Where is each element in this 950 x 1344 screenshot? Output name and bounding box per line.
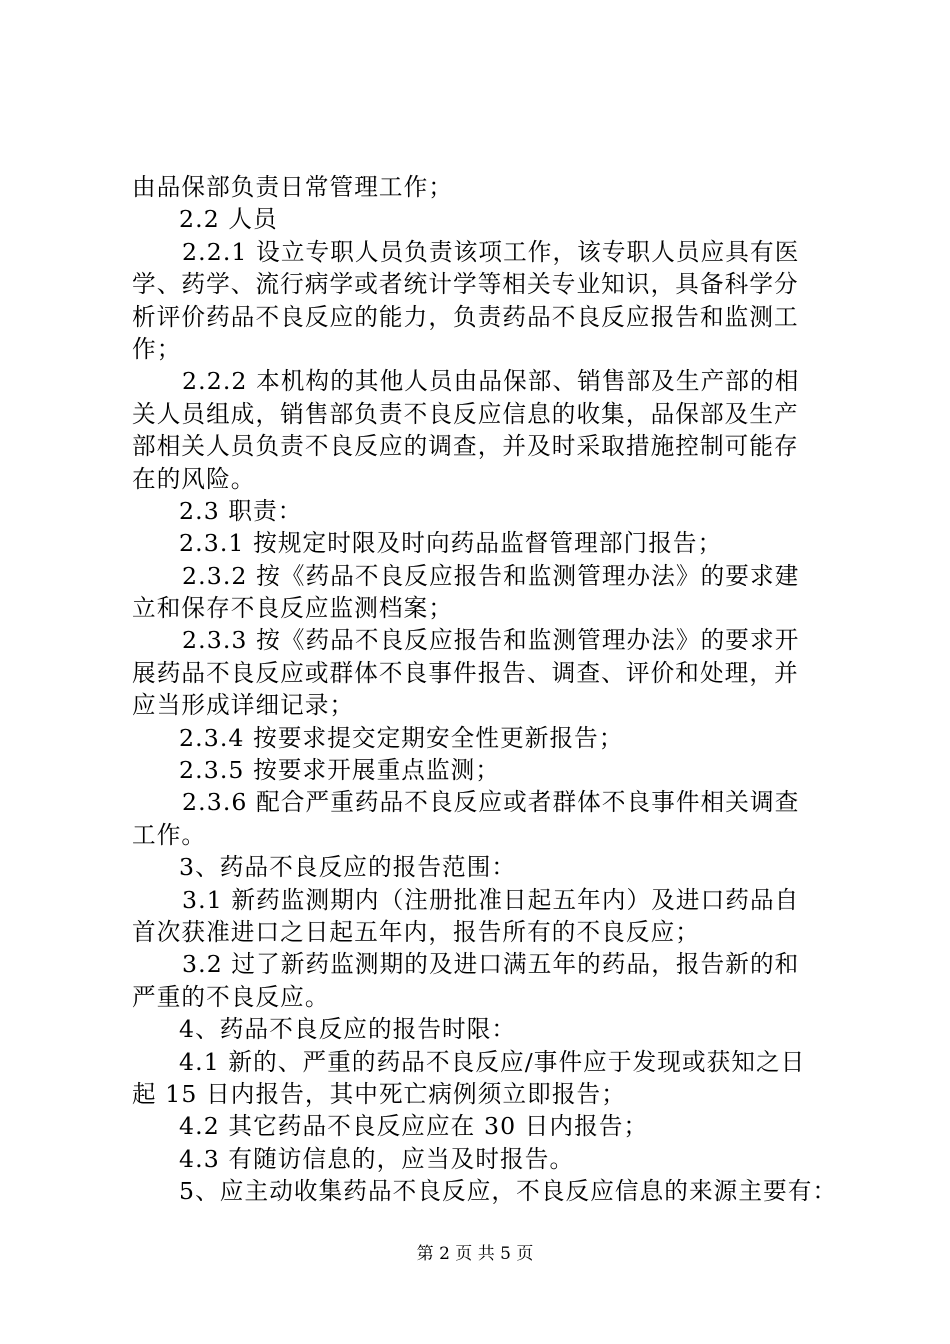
text-line: 学、药学、流行病学或者统计学等相关专业知识，具备科学分 bbox=[132, 270, 799, 299]
text-line: 2.3.6 配合严重药品不良反应或者群体不良事件相关调查 bbox=[182, 788, 800, 817]
text-line: 2.2.2 本机构的其他人员由品保部、销售部及生产部的相 bbox=[182, 367, 800, 396]
text-line: 2.3.3 按《药品不良反应报告和监测管理办法》的要求开 bbox=[182, 626, 800, 655]
section-heading: 2.2 人员 bbox=[179, 205, 278, 234]
text-line: 立和保存不良反应监测档案； bbox=[132, 594, 454, 623]
text-line: 4.3 有随访信息的，应当及时报告。 bbox=[179, 1144, 575, 1173]
text-line: 工作。 bbox=[132, 820, 207, 849]
text-line: 4.1 新的、严重的药品不良反应/事件应于发现或获知之日 bbox=[179, 1047, 806, 1076]
text-line: 首次获准进口之日起五年内，报告所有的不良反应； bbox=[132, 917, 700, 946]
text-line: 关人员组成，销售部负责不良反应信息的收集，品保部及生产 bbox=[132, 399, 799, 428]
section-heading: 5、应主动收集药品不良反应，不良反应信息的来源主要有： bbox=[179, 1177, 838, 1206]
text-line: 起 15 日内报告，其中死亡病例须立即报告； bbox=[132, 1079, 626, 1108]
section-heading: 2.3 职责： bbox=[179, 496, 303, 525]
text-line: 部相关人员负责不良反应的调查，并及时采取措施控制可能存 bbox=[132, 432, 799, 461]
text-line: 2.3.1 按规定时限及时向药品监督管理部门报告； bbox=[179, 529, 723, 558]
text-line: 2.3.5 按要求开展重点监测； bbox=[179, 756, 501, 785]
page-number-footer: 第 2 页 共 5 页 bbox=[416, 1244, 534, 1264]
text-line: 应当形成详细记录； bbox=[132, 691, 355, 720]
text-line: 析评价药品不良反应的能力，负责药品不良反应报告和监测工 bbox=[132, 302, 799, 331]
text-line: 2.3.2 按《药品不良反应报告和监测管理办法》的要求建 bbox=[182, 561, 800, 590]
text-line: 4.2 其它药品不良反应应在 30 日内报告； bbox=[179, 1112, 649, 1141]
text-line: 严重的不良反应。 bbox=[132, 982, 330, 1011]
text-line: 3.1 新药监测期内（注册批准日起五年内）及进口药品自 bbox=[182, 885, 800, 914]
section-heading: 3、药品不良反应的报告范围： bbox=[179, 853, 517, 882]
text-line: 展药品不良反应或群体不良事件报告、调查、评价和处理，并 bbox=[132, 658, 799, 687]
text-line: 3.2 过了新药监测期的及进口满五年的药品，报告新的和 bbox=[182, 950, 800, 979]
text-line: 在的风险。 bbox=[132, 464, 256, 493]
section-heading: 4、药品不良反应的报告时限： bbox=[179, 1015, 517, 1044]
text-line: 2.2.1 设立专职人员负责该项工作，该专职人员应具有医 bbox=[182, 237, 800, 266]
text-line: 由品保部负责日常管理工作； bbox=[132, 173, 454, 201]
text-line: 2.3.4 按要求提交定期安全性更新报告； bbox=[179, 723, 624, 752]
text-line: 作； bbox=[132, 334, 182, 363]
document-body bbox=[132, 171, 838, 1208]
